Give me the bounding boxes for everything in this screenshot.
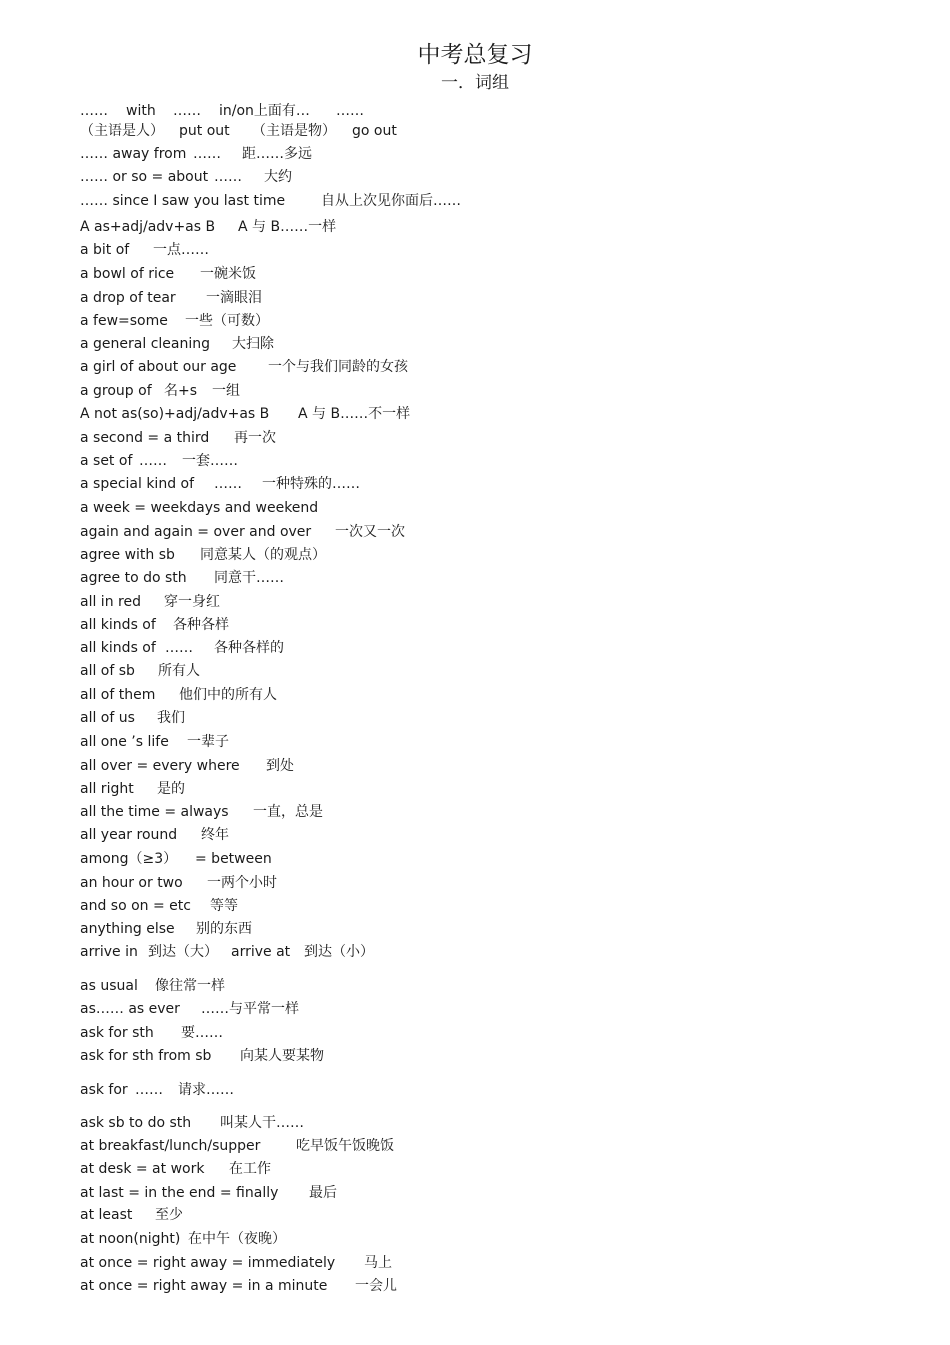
- phrase-segment: A 与 B……一样: [238, 219, 337, 235]
- phrase-term: A as+adj/adv+as B: [80, 219, 216, 235]
- phrase-term: a drop of tear: [80, 290, 176, 306]
- phrase-term: at once = right away = immediately: [80, 1255, 336, 1271]
- phrase-term: an hour or two: [80, 875, 183, 891]
- phrase-segment: ……: [193, 146, 221, 162]
- phrase-term: a bit of: [80, 242, 130, 258]
- phrase-term: at least: [80, 1207, 133, 1223]
- phrase-term: arrive in: [80, 944, 138, 960]
- phrase-segment: ……: [214, 169, 242, 185]
- phrase-term: anything else: [80, 921, 175, 937]
- phrase-segment: 大扫除: [232, 336, 274, 352]
- phrase-segment: 到处: [266, 758, 294, 774]
- phrase-term: among（≥3）: [80, 851, 178, 867]
- phrase-segment: 同意干……: [214, 570, 284, 586]
- phrase-term: all one ’s life: [80, 734, 169, 750]
- phrase-segment: 别的东西: [196, 921, 252, 937]
- phrase-segment: ……: [135, 1082, 163, 1098]
- phrase-term: all kinds of: [80, 640, 156, 656]
- phrase-segment: 吃早饭午饭晚饭: [296, 1138, 394, 1154]
- phrase-term: at once = right away = in a minute: [80, 1278, 328, 1294]
- phrase-term: all kinds of: [80, 617, 156, 633]
- phrase-term: ask for sth from sb: [80, 1048, 212, 1064]
- phrase-segment: ……: [139, 453, 167, 469]
- phrase-segment: 各种各样: [173, 617, 229, 633]
- phrase-term: again and again = over and over: [80, 524, 312, 540]
- phrase-term: and so on = etc: [80, 898, 191, 914]
- phrase-segment: 是的: [157, 781, 185, 797]
- phrase-term: …… or so = about: [80, 169, 209, 185]
- phrase-segment: 一种特殊的……: [262, 476, 360, 492]
- phrase-term: agree to do sth: [80, 570, 187, 586]
- phrase-term: a few=some: [80, 313, 168, 329]
- phrase-term: all right: [80, 781, 134, 797]
- phrase-segment: 马上: [364, 1255, 392, 1271]
- phrase-segment: 再一次: [234, 430, 276, 446]
- phrase-term: as usual: [80, 978, 138, 994]
- phrase-segment: 一点……: [153, 242, 209, 258]
- phrase-segment: 请求……: [178, 1082, 234, 1098]
- phrase-segment: 叫某人干……: [220, 1115, 304, 1131]
- phrase-term: all the time = always: [80, 804, 229, 820]
- phrase-segment: 在中午（夜晚）: [188, 1231, 286, 1247]
- phrase-segment: 要……: [181, 1025, 223, 1041]
- phrase-segment: 一两个小时: [207, 875, 277, 891]
- section-title: 一．词组: [441, 73, 509, 93]
- phrase-segment: 向某人要某物: [240, 1048, 324, 1064]
- phrase-term: as…… as ever: [80, 1001, 180, 1017]
- phrase-segment: 我们: [157, 710, 185, 726]
- phrase-term: all year round: [80, 827, 178, 843]
- phrase-term: all over = every where: [80, 758, 240, 774]
- phrase-term: all of sb: [80, 663, 135, 679]
- phrase-segment: 到达（大）: [148, 944, 218, 960]
- phrase-segment: 自从上次见你面后……: [321, 193, 461, 209]
- phrase-segment: 一辈子: [187, 734, 229, 750]
- phrase-segment: 名+s: [164, 383, 198, 399]
- phrase-term: a general cleaning: [80, 336, 210, 352]
- phrase-segment: 一滴眼泪: [206, 290, 262, 306]
- phrase-segment: 他们中的所有人: [179, 687, 277, 703]
- phrase-segment: 一个与我们同龄的女孩: [268, 359, 408, 375]
- phrase-segment: 像往常一样: [155, 978, 225, 994]
- phrase-segment: 一次又一次: [335, 524, 405, 540]
- phrase-term: （主语是人）: [80, 123, 164, 139]
- phrase-segment: ……: [214, 476, 242, 492]
- phrase-segment: 在工作: [229, 1161, 271, 1177]
- phrase-segment: 穿一身红: [164, 594, 220, 610]
- phrase-term: a second = a third: [80, 430, 210, 446]
- phrase-term: at breakfast/lunch/supper: [80, 1138, 261, 1154]
- phrase-term: agree with sb: [80, 547, 175, 563]
- phrase-segment: （主语是物）: [252, 123, 336, 139]
- phrase-segment: 各种各样的: [214, 640, 284, 656]
- phrase-segment: 一碗米饭: [200, 266, 256, 282]
- phrase-term: a group of: [80, 383, 152, 399]
- phrase-segment: with: [126, 103, 156, 119]
- phrase-term: ask sb to do sth: [80, 1115, 192, 1131]
- phrase-segment: 一些（可数）: [185, 313, 269, 329]
- phrase-term: all of us: [80, 710, 135, 726]
- phrase-term: a week = weekdays and weekend: [80, 500, 319, 516]
- phrase-term: at desk = at work: [80, 1161, 205, 1177]
- phrase-segment: 所有人: [158, 663, 200, 679]
- phrase-term: …… since I saw you last time: [80, 193, 286, 209]
- phrase-term: all of them: [80, 687, 156, 703]
- phrase-segment: 最后: [309, 1185, 337, 1201]
- phrase-segment: 一套……: [182, 453, 238, 469]
- phrase-term: a set of: [80, 453, 133, 469]
- phrase-term: a girl of about our age: [80, 359, 237, 375]
- phrase-segment: 到达（小）: [304, 944, 374, 960]
- phrase-segment: 一会儿: [355, 1278, 397, 1294]
- phrase-segment: A 与 B……不一样: [298, 406, 411, 422]
- phrase-term: all in red: [80, 594, 141, 610]
- phrase-term: A not as(so)+adj/adv+as B: [80, 406, 270, 422]
- phrase-segment: ……: [336, 103, 364, 119]
- phrase-segment: in/on上面有…: [219, 103, 310, 119]
- phrase-segment: 至少: [155, 1207, 183, 1223]
- phrase-segment: ……: [173, 103, 201, 119]
- phrase-segment: 一直，总是: [253, 804, 323, 820]
- phrase-segment: 一组: [212, 383, 240, 399]
- phrase-segment: put out: [179, 123, 230, 139]
- phrase-term: a special kind of: [80, 476, 195, 492]
- phrase-segment: 同意某人（的观点）: [200, 547, 326, 563]
- phrase-term: at noon(night): [80, 1231, 181, 1247]
- phrase-term: ……: [80, 103, 108, 119]
- phrase-term: …… away from: [80, 146, 187, 162]
- phrase-term: ask for sth: [80, 1025, 154, 1041]
- phrase-segment: 大约: [264, 169, 292, 185]
- phrase-term: a bowl of rice: [80, 266, 175, 282]
- phrase-segment: go out: [352, 123, 397, 139]
- page-title: 中考总复习: [417, 42, 533, 68]
- phrase-segment: = between: [195, 851, 272, 867]
- phrase-segment: 终年: [201, 827, 229, 843]
- phrase-term: at last = in the end = finally: [80, 1185, 279, 1201]
- phrase-segment: 距……多远: [242, 146, 312, 162]
- phrase-segment: ……: [165, 640, 193, 656]
- phrase-segment: arrive at: [231, 944, 291, 960]
- phrase-segment: ……与平常一样: [201, 1001, 299, 1017]
- phrase-term: ask for: [80, 1082, 128, 1098]
- phrase-segment: 等等: [210, 898, 238, 914]
